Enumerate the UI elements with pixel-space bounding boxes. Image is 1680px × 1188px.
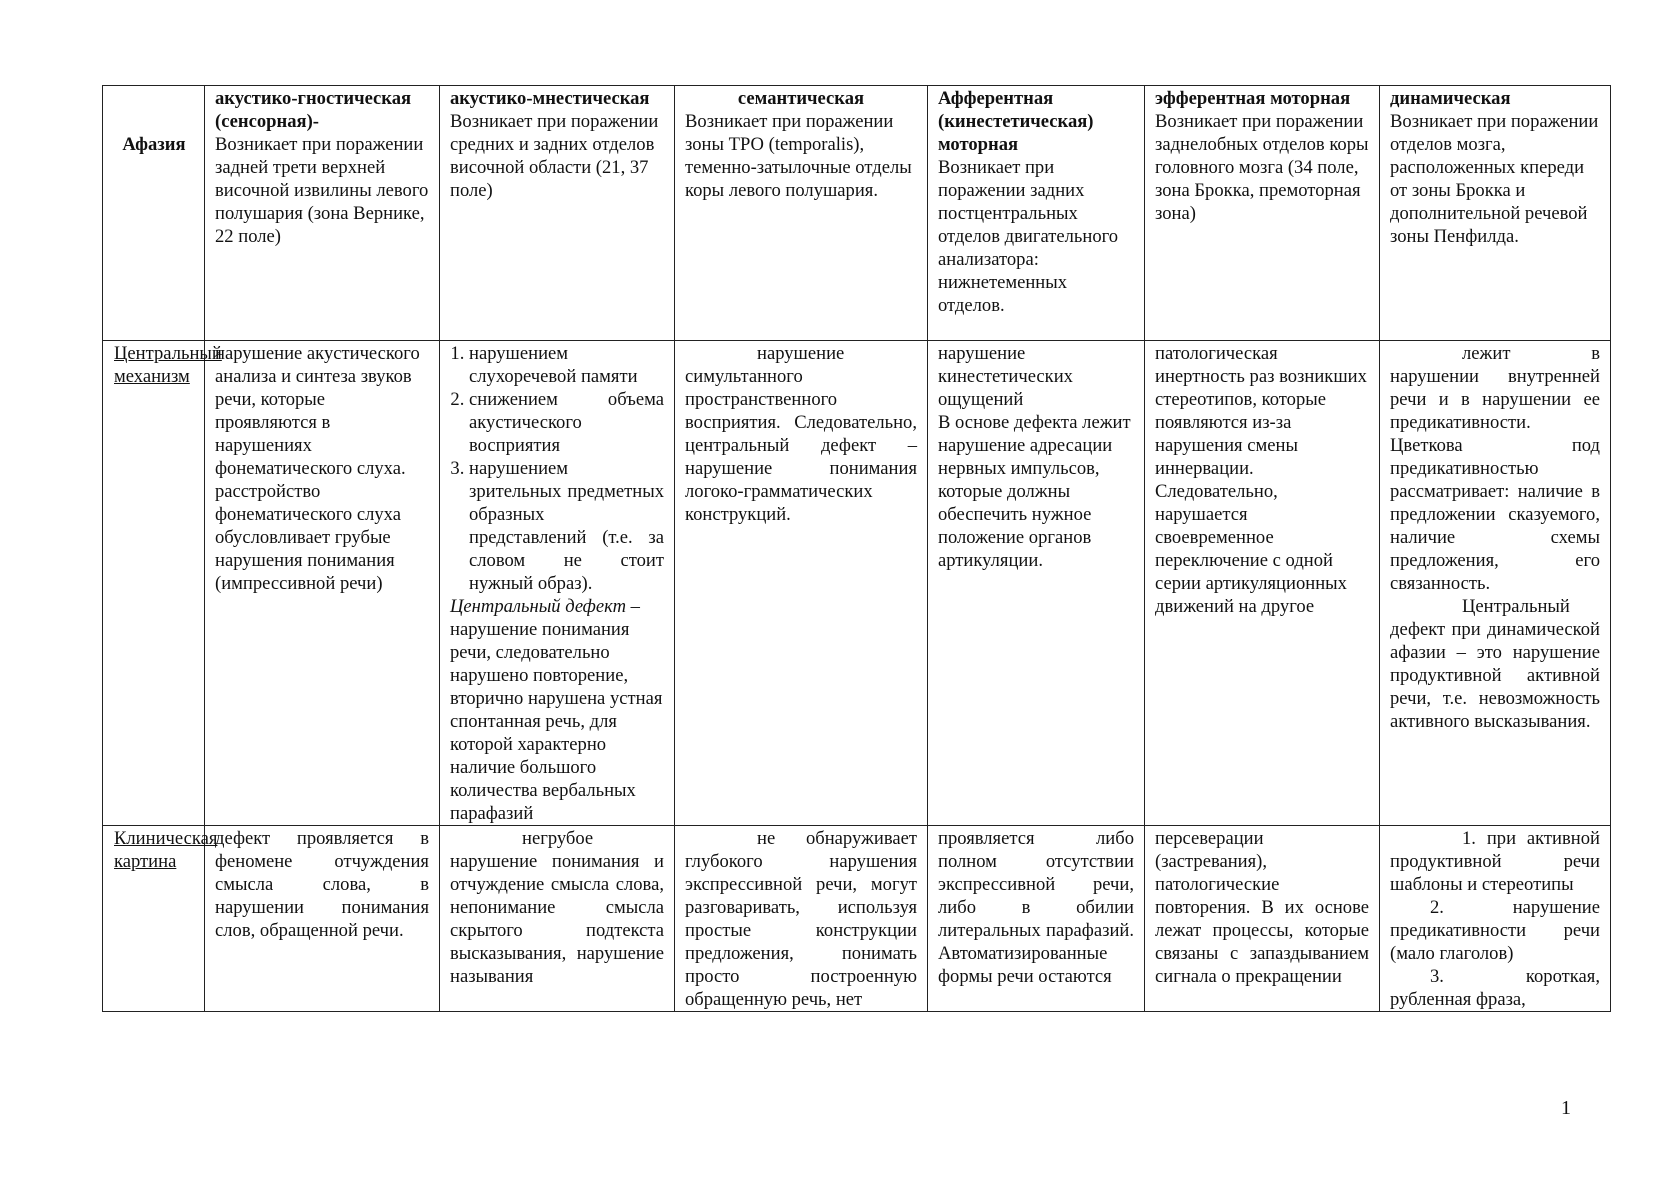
cell-text: лежит в нарушении внутренней речи и в нарушении ее предикативности. xyxy=(1390,343,1600,433)
numbered-list xyxy=(450,342,664,595)
mechanism-row xyxy=(103,341,1611,826)
cell-text: не обнаруживает глубокого нарушения экспрессивной речи, могут разговаривать, используя простые конструкции предложения, понимать просто построенную обращенную речь, нет xyxy=(685,828,917,1010)
header-row xyxy=(103,86,1611,341)
column-description: Возникает при поражении отделов мозга, расположенных кпереди от зоны Брокка и дополнительной речевой зоны Пенфилда. xyxy=(1390,111,1599,247)
list-item: 2. снижением объема акустического восприятия xyxy=(469,388,664,457)
column-header-acoustic-mnestic xyxy=(440,86,675,341)
column-header-afferent-motor xyxy=(928,86,1145,341)
clinical-cell-acoustic-mnestic xyxy=(440,826,675,1012)
clinical-cell-efferent-motor xyxy=(1145,826,1380,1012)
column-title: эфферентная моторная xyxy=(1155,88,1351,109)
mechanism-cell-efferent-motor xyxy=(1145,341,1380,826)
central-defect-label: Центральный дефект – xyxy=(450,596,640,617)
central-defect-text: нарушение понимания речи, следовательно нарушено повторение, вторично нарушена устная спонтанная речь, для которой характерно наличие большого количества вербальных парафазий xyxy=(450,619,663,824)
clinical-cell-acoustic-gnostic xyxy=(205,826,440,1012)
cell-text: 1. при активной продуктивной речи шаблоны и стереотипы xyxy=(1390,828,1600,895)
cell-text: Центральный дефект при динамической афазии – это нарушение продуктивной активной речи, т.е. невозможность активного высказывания. xyxy=(1390,596,1600,732)
row-header-cell xyxy=(103,826,218,1012)
cell-text: 3. короткая, рубленная фраза, xyxy=(1390,966,1600,1010)
cell-text: патологическая инертность раз возникших стереотипов, которые появляются из-за нарушения смены иннервации. Следовательно, нарушается своевременное переключение с одной серии артикуляционных движений на другое xyxy=(1155,343,1367,617)
list-item: 3. нарушением зрительных предметных образных представлений (т.е. за словом не стоит нужный образ). xyxy=(469,457,664,595)
column-title: Афферентная (кинестетическая) моторная xyxy=(938,88,1094,155)
row-label-mechanism: Центральный механизм xyxy=(114,343,222,387)
clinical-cell-semantic xyxy=(675,826,928,1012)
mechanism-cell-acoustic-gnostic xyxy=(205,341,440,826)
column-description: Возникает при поражении зоны ТРО (temporalis), теменно-затылочные отделы коры левого полушария. xyxy=(685,111,912,201)
column-title: семантическая xyxy=(737,88,865,109)
column-header-acoustic-gnostic xyxy=(205,86,440,341)
page-number: 1 xyxy=(1561,1097,1571,1119)
column-title: динамическая xyxy=(1390,88,1511,109)
column-header-dynamic xyxy=(1380,86,1611,341)
column-title: акустико-мнестическая xyxy=(450,88,650,109)
cell-text: нарушение кинестетических ощущений xyxy=(938,343,1073,410)
mechanism-cell-dynamic xyxy=(1380,341,1611,826)
cell-text: Цветкова под предикативностью рассматривает: наличие в предложении сказуемого, наличие схемы предложения, его связанность. xyxy=(1390,435,1600,594)
aphasia-table xyxy=(102,85,1611,1012)
mechanism-cell-acoustic-mnestic xyxy=(440,341,675,826)
cell-text: 2. нарушение предикативности речи (мало глаголов) xyxy=(1390,897,1600,964)
cell-text: нарушение акустического анализа и синтеза звуков речи, которые проявляются в нарушениях фонематического слуха. расстройство фонематического слуха обусловливает грубые нарушения понимания (импрессивной речи) xyxy=(215,343,420,594)
cell-text: дефект проявляется в феномене отчуждения смысла слова, в нарушении понимания слов, обращенной речи. xyxy=(215,828,429,941)
column-description: Возникает при поражении заднелобных отделов коры головного мозга (34 поле, зона Брокка, премоторная зона) xyxy=(1155,111,1369,224)
mechanism-cell-afferent-motor xyxy=(928,341,1145,826)
corner-label: Афазия xyxy=(122,134,186,155)
clinical-cell-dynamic xyxy=(1380,826,1611,1012)
column-title: акустико-гностическая (сенсорная)- xyxy=(215,88,412,132)
clinical-row xyxy=(103,826,1611,1012)
mechanism-cell-semantic xyxy=(675,341,928,826)
cell-text: В основе дефекта лежит нарушение адресации нервных импульсов, которые должны обеспечить нужное положение органов артикуляции. xyxy=(938,412,1131,571)
column-description: Возникает при поражении задних постцентральных отделов двигательного анализатора: нижнетеменных отделов. xyxy=(938,157,1119,316)
cell-text: негрубое нарушение понимания и отчуждение смысла слова, непонимание смысла скрытого подтекста высказывания, нарушение называния xyxy=(450,828,664,987)
cell-text: персеверации (застревания), патологические повторения. В их основе лежат процессы, которые связаны с запаздыванием сигнала о прекращении xyxy=(1155,828,1369,987)
row-header-cell xyxy=(103,341,222,826)
list-item: 1. нарушением слухоречевой памяти xyxy=(469,342,664,388)
column-description: Возникает при поражении средних и задних отделов височной области (21, 37 поле) xyxy=(450,111,659,201)
cell-text: нарушение симультанного пространственного восприятия. Следовательно, центральный дефект – нарушение понимания логоко-грамматических конструкций. xyxy=(685,343,917,525)
cell-text: проявляется либо полном отсутствии экспрессивной речи, либо в обилии литеральных парафазий. Автоматизированные формы речи остаются xyxy=(938,828,1134,987)
corner-cell xyxy=(103,86,205,341)
central-defect-paragraph xyxy=(450,595,664,825)
column-header-semantic xyxy=(675,86,928,341)
row-label-clinical: Клиническая картина xyxy=(114,828,218,872)
column-header-efferent-motor xyxy=(1145,86,1380,341)
column-description: Возникает при поражении задней трети верхней височной извилины левого полушария (зона Вернике, 22 поле) xyxy=(215,134,429,247)
clinical-cell-afferent-motor xyxy=(928,826,1145,1012)
